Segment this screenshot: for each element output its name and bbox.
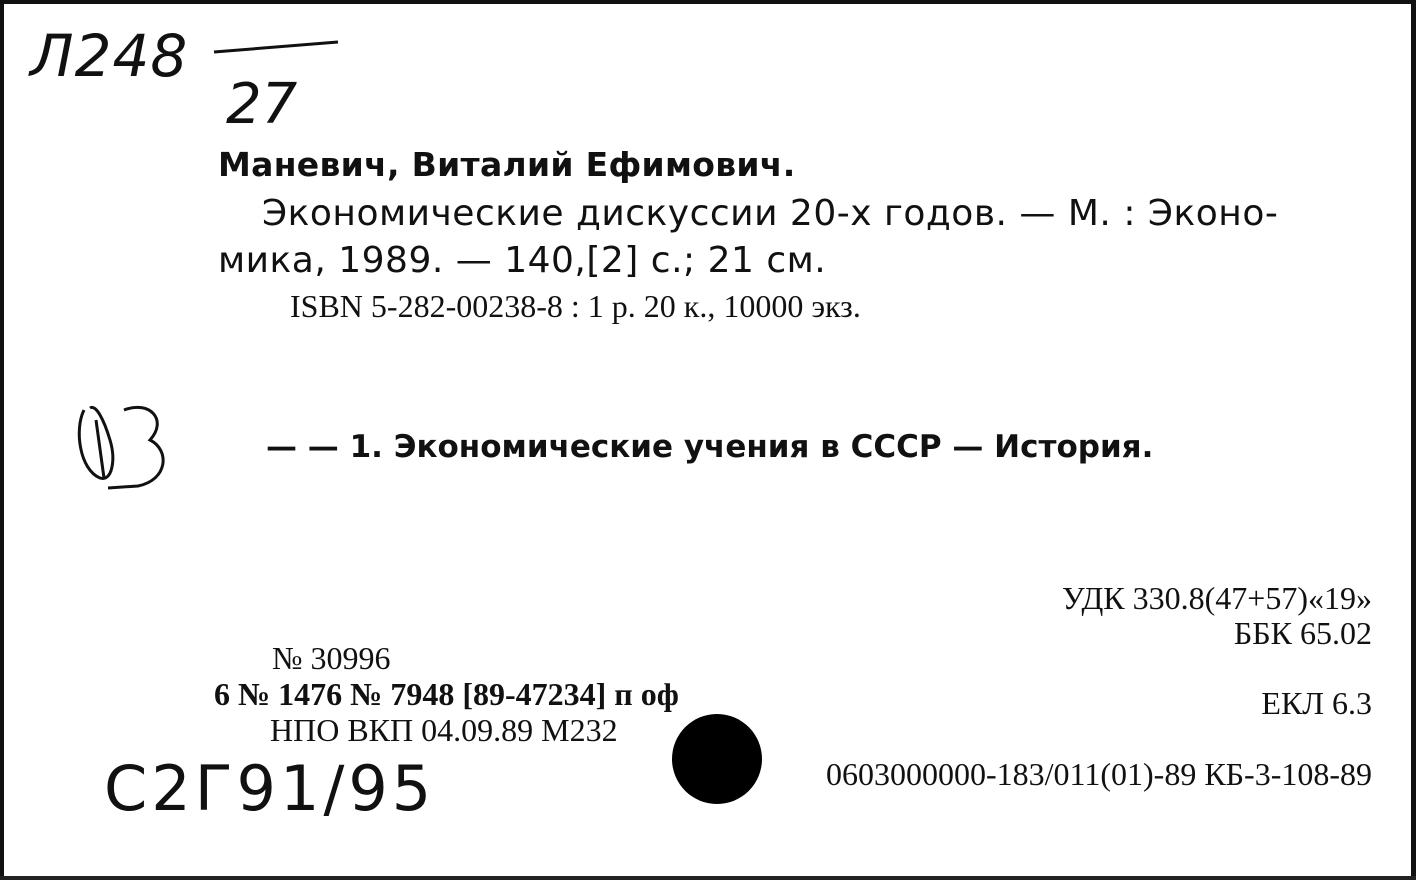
title-line-1: Экономические дискуссии 20-х годов. — М. : Эконо- — [262, 193, 1279, 234]
title-line-2: мика, 1989. — 140,[2] с.; 21 см. — [218, 240, 827, 281]
handwritten-code: С2Г91/95 — [104, 752, 436, 825]
record-number: № 30996 — [272, 640, 391, 676]
npo-line: НПО ВКП 04.09.89 М232 — [270, 712, 618, 748]
udc-code: УДК 330.8(47+57)«19» — [1062, 580, 1372, 616]
punch-hole — [672, 714, 762, 804]
subject-heading: — — 1. Экономические учения в СССР — История. — [266, 429, 1154, 465]
shelf-fraction-bar — [214, 42, 338, 52]
publisher-code-line: 0603000000-183/011(01)-89 КБ-3-108-89 — [825, 756, 1372, 792]
ekl-code: ЕКЛ 6.3 — [1261, 685, 1372, 721]
bbk-code: ББК 65.02 — [1233, 615, 1372, 651]
isbn-line: ISBN 5-282-00238-8 : 1 р. 20 к., 10000 экз. — [290, 288, 861, 324]
author-heading: Маневич, Виталий Ефимович. — [218, 145, 796, 184]
shelf-mark: Л248 — [30, 22, 189, 90]
handwritten-subject-mark — [79, 407, 163, 488]
shelf-mark-number: 27 — [226, 72, 298, 137]
print-info-line: 6 № 1476 № 7948 [89-47234] п оф — [214, 676, 679, 712]
